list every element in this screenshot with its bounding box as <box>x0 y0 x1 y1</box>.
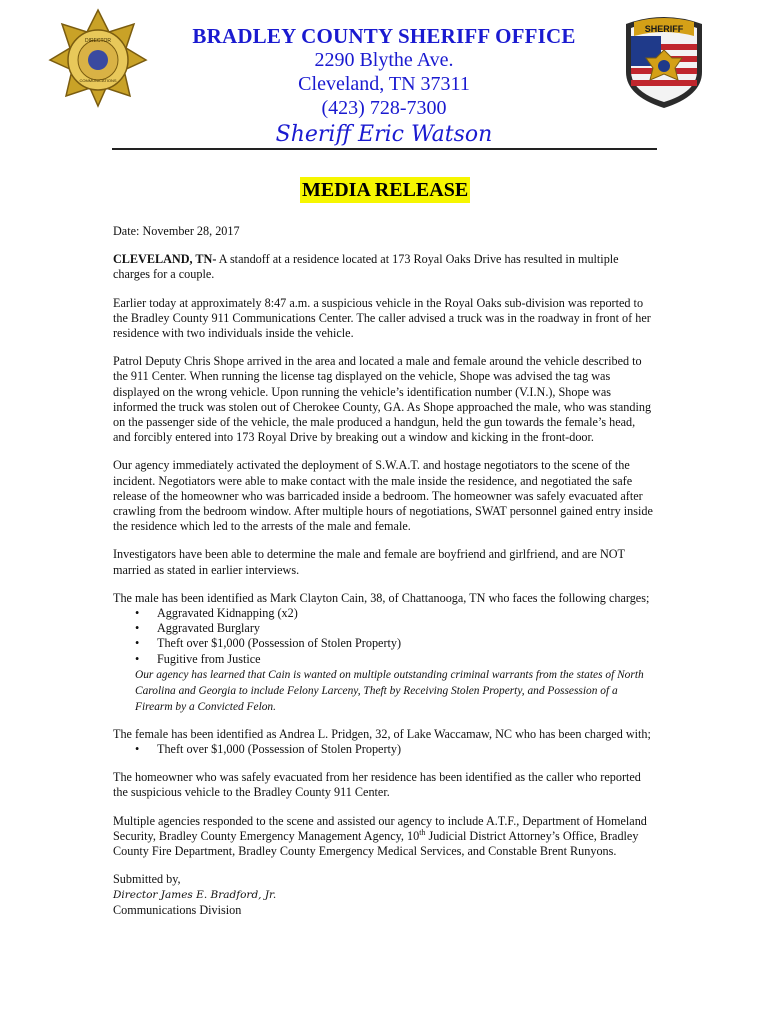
list-item: • Aggravated Kidnapping (x2) <box>113 606 653 621</box>
paragraph-intro <box>113 252 653 282</box>
paragraph-agencies: Multiple agencies responded to the scene and assisted our agency to include A.T.F., Department of Homeland Security, Bradley County Emergency Management Agency, 10th Judicial District Attorney’s Office, Bradley County Fire Department, Bradley County Emergency Medical Services, and Constable Brent Runyons. <box>113 813 647 859</box>
release-body <box>113 224 653 918</box>
paragraph-relationship: Investigators have been able to determine the male and female are boyfriend and girlfriend, and are NOT married as stated in earlier interviews. <box>113 547 625 577</box>
male-charges-list <box>113 606 653 667</box>
division-name: Communications Division <box>113 902 242 917</box>
paragraph-homeowner: The homeowner who was safely evacuated from her residence has been identified as the caller who reported the suspicious vehicle to the Bradley County 911 Center. <box>113 770 641 800</box>
svg-text:COMMUNICATIONS: COMMUNICATIONS <box>79 78 117 83</box>
list-item: • Aggravated Burglary <box>113 621 653 636</box>
paragraph-swat: Our agency immediately activated the deployment of S.W.A.T. and hostage negotiators to the scene of the incident. Negotiators were able to make contact with the male inside the residence, and negotiated the safe release of the homeowner who was barricaded inside a bedroom. The homeowner was safely evacuated after crawling from the bedroom window. After multiple hours of negotiations, SWAT personnel gained entry inside the residence which led to the arrests of the male and female. <box>113 458 653 534</box>
address-line-2: Cleveland, TN 37311 <box>298 73 470 95</box>
signature: Director James E. Bradford, Jr. <box>113 888 277 901</box>
svg-text:SHERIFF: SHERIFF <box>644 24 684 34</box>
org-name: BRADLEY COUNTY SHERIFF OFFICE <box>192 24 576 48</box>
address-line-1: 2290 Blythe Ave. <box>314 49 454 71</box>
ordinal-suffix: th <box>419 827 426 837</box>
female-charges-list <box>113 742 653 757</box>
submitted-by-label: Submitted by, <box>113 872 181 887</box>
header-divider <box>112 148 657 150</box>
document-title: MEDIA RELEASE <box>302 179 469 201</box>
intro-text: A standoff at a residence located at 173 Royal Oaks Drive has resulted in multiple charges for a couple. <box>113 252 619 282</box>
letterhead <box>0 0 768 150</box>
list-item: • Theft over $1,000 (Possession of Stolen Property) <box>113 742 653 757</box>
date-line: Date: November 28, 2017 <box>113 224 240 238</box>
director-badge-icon <box>48 8 148 108</box>
sheriff-patch-icon <box>620 14 708 110</box>
list-item: • Theft over $1,000 (Possession of Stolen Property) <box>113 636 653 651</box>
paragraph-call: Earlier today at approximately 8:47 a.m. a suspicious vehicle in the Royal Oaks sub-division was reported to the Bradley County 911 Communications Center. The caller advised a truck was in the roadway in front of her residence with two individuals inside the vehicle. <box>113 295 651 341</box>
paragraph-male-suspect: The male has been identified as Mark Clayton Cain, 38, of Chattanooga, TN who faces the following charges; <box>113 590 650 605</box>
warrant-note: Our agency has learned that Cain is wanted on multiple outstanding criminal warrants from the states of North Carolina and Georgia to include Felony Larceny, Theft by Receiving Stolen Property, and Possession of a Firearm by a Convicted Felon. <box>135 668 644 713</box>
sheriff-name: Sheriff Eric Watson <box>275 122 493 147</box>
list-item: • Fugitive from Justice <box>113 652 653 667</box>
phone-number: (423) 728-7300 <box>321 97 447 119</box>
paragraph-female-suspect: The female has been identified as Andrea L. Pridgen, 32, of Lake Waccamaw, NC who has been charged with; <box>113 726 651 741</box>
dateline-location: CLEVELAND, TN- <box>113 252 217 267</box>
paragraph-patrol: Patrol Deputy Chris Shope arrived in the area and located a male and female around the vehicle described to the 911 Center. When running the license tag displayed on the vehicle, Shope was advised the tag was displayed on the wrong vehicle. Upon running the vehicle’s identification number (V.I.N.), Shope was informed the truck was stolen out of Cherokee County, GA. As Shope approached the male, who was standing on the passenger side of the vehicle, the male produced a handgun, held the gun towards the female’s head, and forcibly entered into 173 Royal Drive by breaking out a window and kicking in the front-door. <box>113 354 652 445</box>
svg-text:DIRECTOR: DIRECTOR <box>84 38 112 44</box>
